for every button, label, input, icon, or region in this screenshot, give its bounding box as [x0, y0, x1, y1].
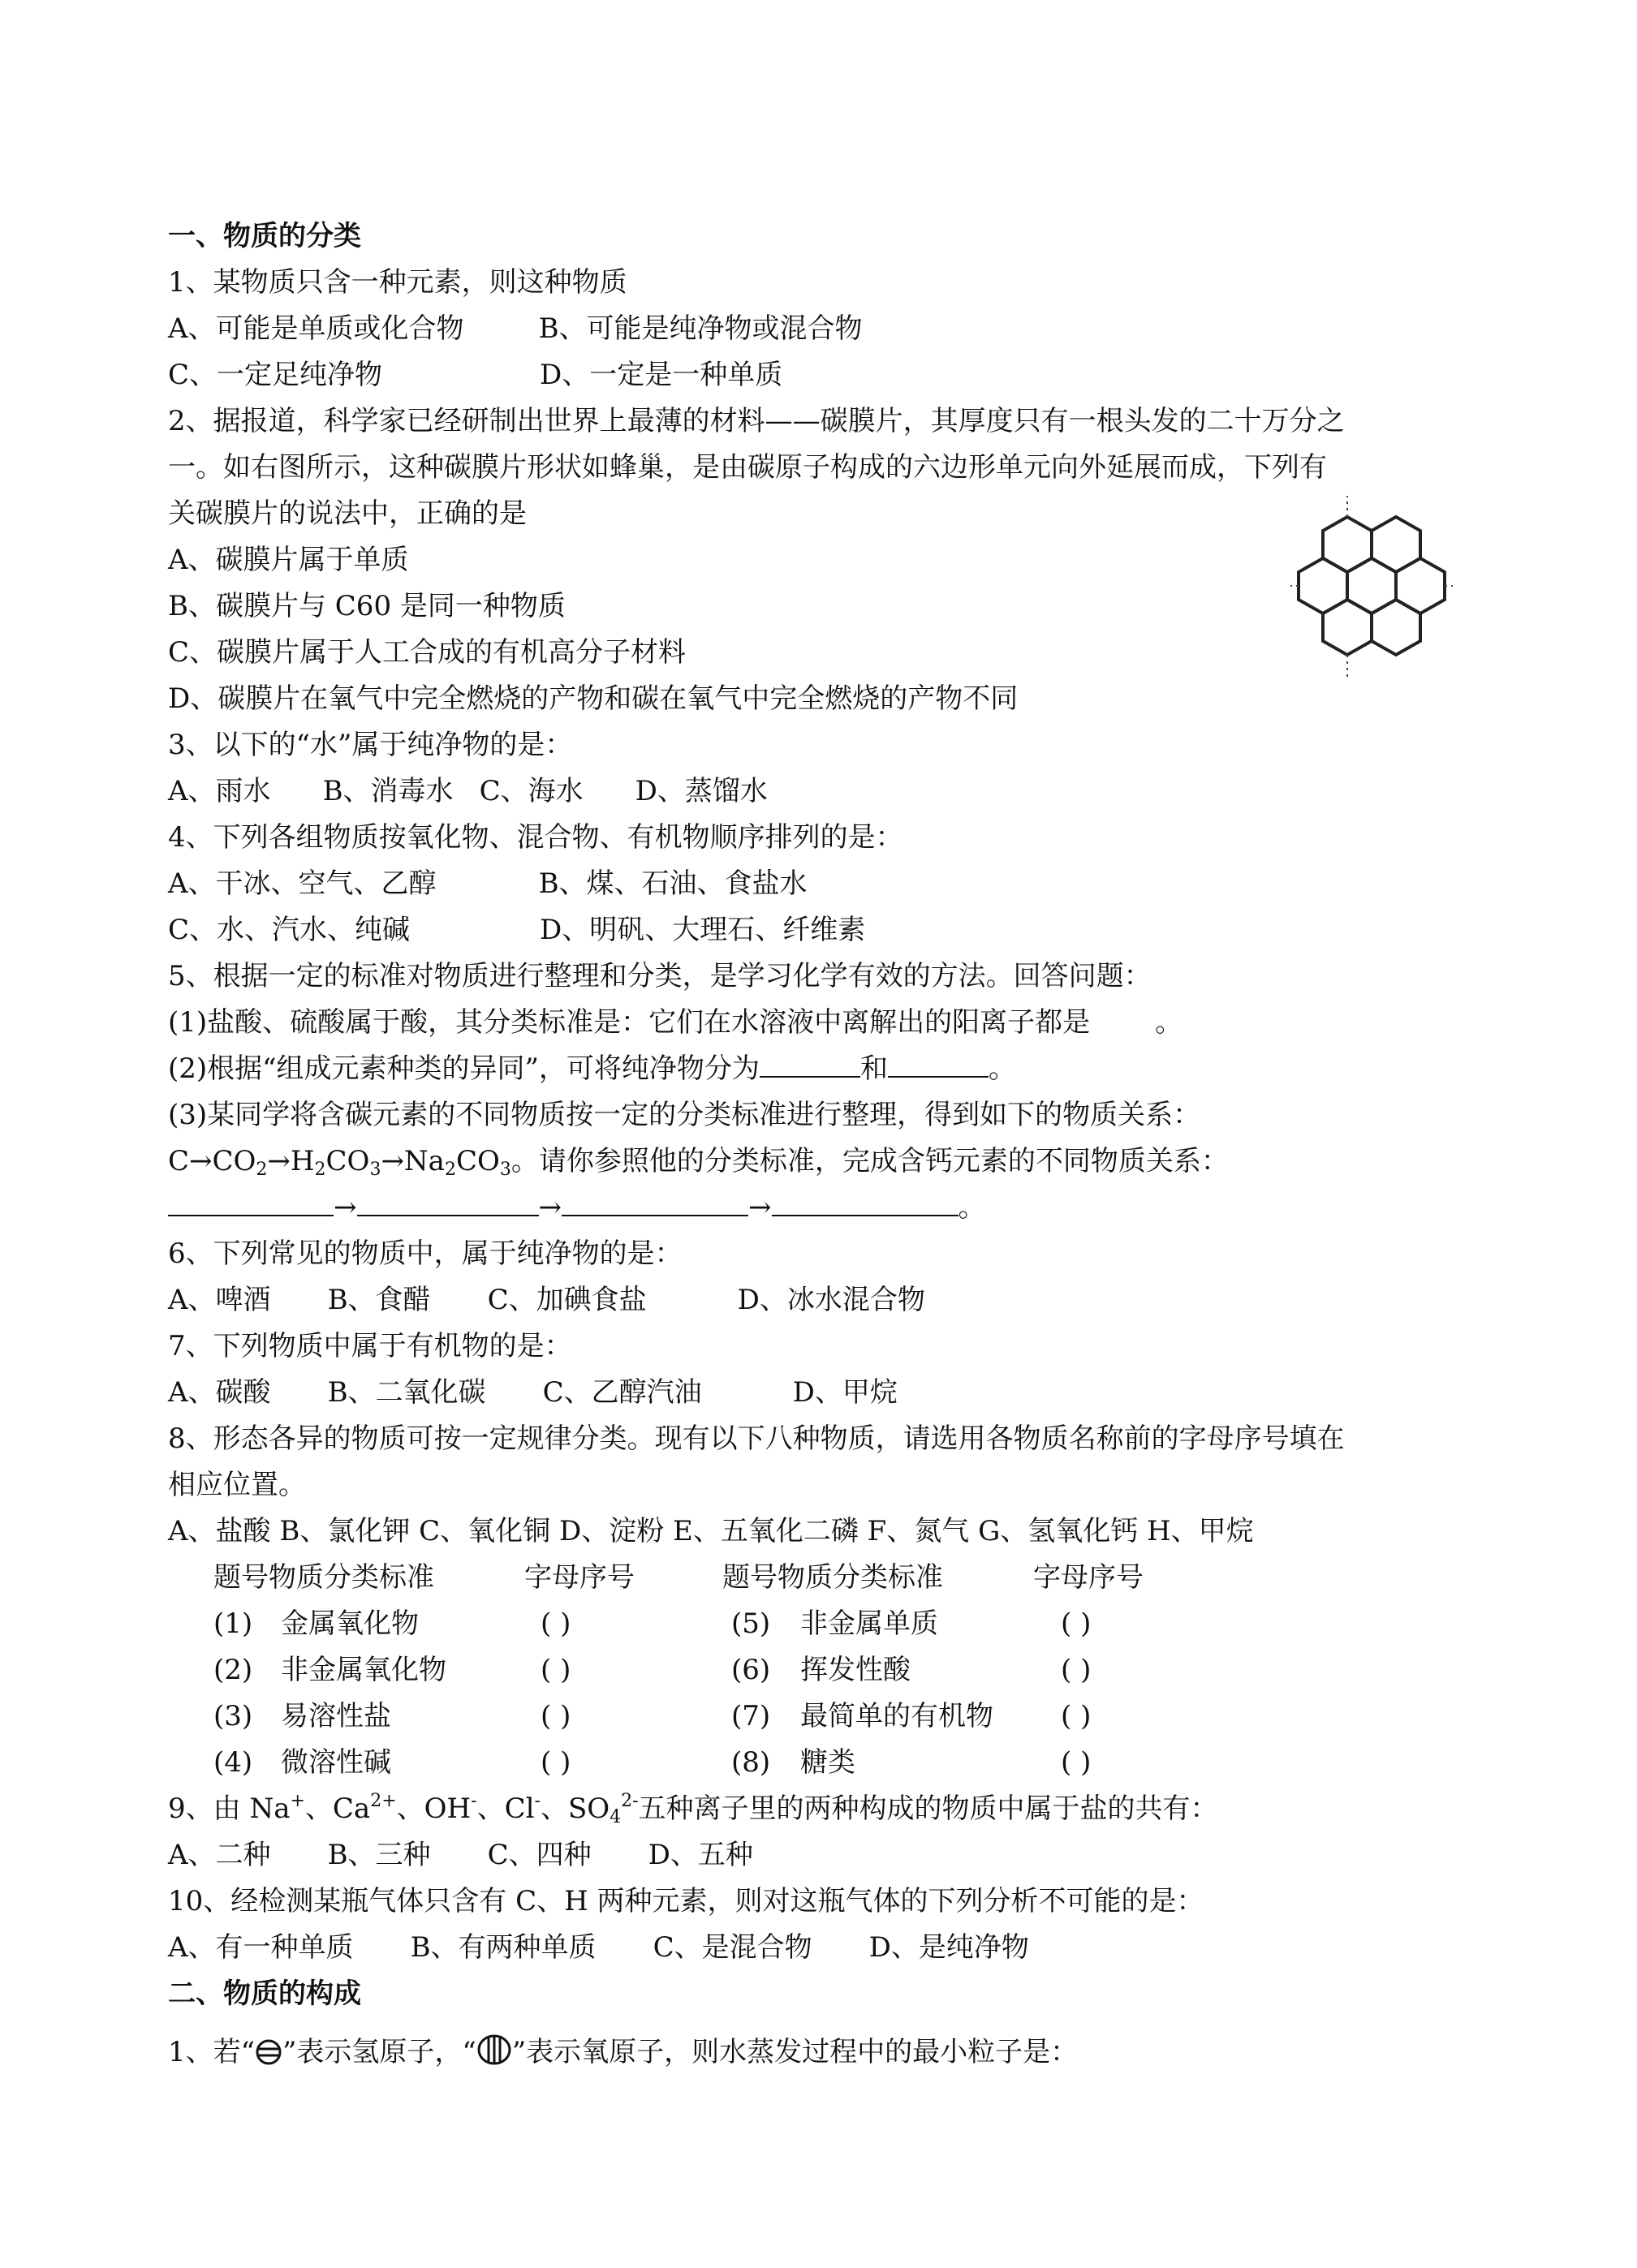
answer-blank[interactable]: ( )	[1061, 1700, 1092, 1732]
answer-blank[interactable]: ( )	[1061, 1654, 1092, 1686]
q5-blank-2[interactable]	[888, 1052, 989, 1078]
table-row-num: (3)	[213, 1700, 253, 1732]
q2-option-c: C、碳膜片属于人工合成的有机高分子材料	[168, 636, 687, 669]
table-row-num: (6)	[731, 1654, 771, 1686]
q2-stem-line1: 2、据报道，科学家已经研制出世界上最薄的材料——碳膜片，其厚度只有一根头发的二十万分之	[168, 405, 1345, 437]
q1-stem: 1、某物质只含一种元素，则这种物质	[168, 266, 627, 299]
q1-option-c: C、一定足纯净物	[168, 359, 383, 391]
q8-substance-list: A、盐酸 B、氯化钾 C、氧化铜 D、淀粉 E、五氧化二磷 F、氮气 G、氢氧化钙 H、甲烷	[168, 1515, 1254, 1547]
oxygen-atom-icon	[476, 2033, 512, 2066]
table-row-num: (7)	[731, 1700, 771, 1732]
q1-options-ab	[168, 310, 863, 347]
table-row-label: 易溶性盐	[281, 1700, 391, 1732]
q5-chain-blank-2[interactable]	[357, 1190, 539, 1216]
answer-blank[interactable]: ( )	[541, 1607, 571, 1640]
table-row-num: (2)	[213, 1654, 253, 1686]
q10-options: A、有一种单质 B、有两种单质 C、是混合物 D、是纯净物	[168, 1931, 1029, 1964]
q5-chain-blank-1[interactable]	[168, 1190, 334, 1216]
table-header: 题号物质分类标准	[722, 1561, 943, 1594]
q3-options	[168, 772, 768, 810]
answer-blank[interactable]: ( )	[1061, 1746, 1092, 1779]
q5-calcium-chain: → → → 。	[168, 1189, 986, 1226]
q2-option-b: B、碳膜片与 C60 是同一种物质	[168, 590, 566, 622]
q4-stem: 4、下列各组物质按氧化物、混合物、有机物顺序排列的是：	[168, 821, 903, 854]
table-row-label: 微溶性碱	[281, 1746, 391, 1779]
q1-options-cd	[168, 356, 782, 394]
q5-part3: (3)某同学将含碳元素的不同物质按一定的分类标准进行整理，得到如下的物质关系：	[168, 1099, 1201, 1131]
q7-options: A、碳酸 B、二氧化碳 C、乙醇汽油 D、甲烷	[168, 1376, 898, 1409]
q1-option-a: A、可能是单质或化合物	[168, 312, 464, 345]
s2-q1-stem: 1、若“ ”表示氢原子，“ ”表示氧原子，则水蒸发过程中的最小粒子是：	[168, 2033, 1078, 2071]
q5-chain-blank-4[interactable]	[772, 1190, 959, 1216]
q4-option-d: D、明矾、大理石、纤维素	[540, 914, 866, 946]
q9-options: A、二种 B、三种 C、四种 D、五种	[168, 1839, 753, 1871]
q8-stem-line1: 8、形态各异的物质可按一定规律分类。现有以下八种物质，请选用各物质名称前的字母序号填在	[168, 1422, 1345, 1455]
table-row-label: 非金属氧化物	[281, 1654, 446, 1686]
q4-option-a: A、干冰、空气、乙醇	[168, 867, 437, 900]
honeycomb-hexagon-figure	[1290, 493, 1453, 683]
section-title-structure: 二、物质的构成	[168, 1978, 361, 2010]
table-row-label: 最简单的有机物	[800, 1700, 993, 1732]
answer-blank[interactable]: ( )	[1061, 1607, 1092, 1640]
section-title-classification: 一、物质的分类	[168, 220, 361, 252]
q9-stem: 9、由 Na+、$Ca^{2+}$、OH-、Cl-、$SO_4^{2-}$五种离子里的两种构成的物质中属于盐的共有：	[168, 1791, 1218, 1827]
q6-options: A、啤酒 B、食醋 C、加碘食盐 D、冰水混合物	[168, 1284, 925, 1316]
q7-stem: 7、下列物质中属于有机物的是：	[168, 1330, 572, 1362]
q4-option-c: C、水、汽水、纯碱	[168, 914, 411, 946]
table-row-label: 挥发性酸	[800, 1654, 911, 1686]
table-header: 题号物质分类标准	[213, 1561, 434, 1594]
chemical-formula-chain: $C\to CO_2\to H_2CO_3\to Na_2CO_3$	[168, 1145, 511, 1180]
q5-part1: (1)盐酸、硫酸属于酸，其分类标准是：它们在水溶液中离解出的阳离子都是 。	[168, 1006, 1183, 1039]
table-row-num: (1)	[213, 1607, 253, 1640]
table-header: 字母序号	[524, 1561, 635, 1594]
q3-stem: 3、以下的“水”属于纯净物的是：	[168, 729, 573, 761]
answer-blank[interactable]: ( )	[541, 1700, 571, 1732]
q8-stem-line2: 相应位置。	[168, 1469, 306, 1501]
q10-stem: 10、经检测某瓶气体只含有 C、H 两种元素，则对这瓶气体的下列分析不可能的是：	[168, 1885, 1204, 1917]
q1-option-d: D、一定是一种单质	[540, 359, 783, 391]
q2-option-a: A、碳膜片属于单质	[168, 544, 409, 576]
q5-part2: (2)根据“组成元素种类的异同”，可将纯净物分为 和 。	[168, 1052, 1016, 1085]
table-row-label: 非金属单质	[800, 1607, 938, 1640]
q5-blank-1[interactable]	[760, 1052, 860, 1078]
q3-option-b: B、消毒水	[322, 775, 454, 807]
q4-options-cd	[168, 911, 865, 949]
table-row-num: (4)	[213, 1746, 253, 1779]
q6-stem: 6、下列常见的物质中，属于纯净物的是：	[168, 1237, 683, 1270]
q3-option-c: C、海水	[479, 775, 584, 807]
q4-option-b: B、煤、石油、食盐水	[538, 867, 808, 900]
q5-carbon-chain: $C\to CO_2\to H_2CO_3\to Na_2CO_3$。请你参照他的分类标准，完成含钙元素的不同物质关系：	[168, 1145, 1229, 1180]
answer-blank[interactable]: ( )	[541, 1654, 571, 1686]
table-row-label: 金属氧化物	[281, 1607, 419, 1640]
q2-option-d: D、碳膜片在氧气中完全燃烧的产物和碳在氧气中完全燃烧的产物不同	[168, 682, 1019, 715]
q3-option-d: D、蒸馏水	[635, 775, 768, 807]
table-row-label: 糖类	[800, 1746, 855, 1779]
q2-stem-line2: 一。如右图所示，这种碳膜片形状如蜂巢，是由碳原子构成的六边形单元向外延展而成，下列有	[168, 451, 1327, 484]
q3-option-a: A、雨水	[168, 775, 271, 807]
table-row-num: (5)	[731, 1607, 771, 1640]
answer-blank[interactable]: ( )	[541, 1746, 571, 1779]
q5-chain-blank-3[interactable]	[562, 1190, 748, 1216]
q1-option-b: B、可能是纯净物或混合物	[538, 312, 863, 345]
q4-options-ab	[168, 865, 808, 902]
table-header: 字母序号	[1033, 1561, 1144, 1594]
q5-stem: 5、根据一定的标准对物质进行整理和分类，是学习化学有效的方法。回答问题：	[168, 960, 1152, 992]
q2-stem-line3: 关碳膜片的说法中，正确的是	[168, 497, 527, 530]
hydrogen-atom-icon	[255, 2038, 282, 2066]
table-row-num: (8)	[731, 1746, 771, 1779]
